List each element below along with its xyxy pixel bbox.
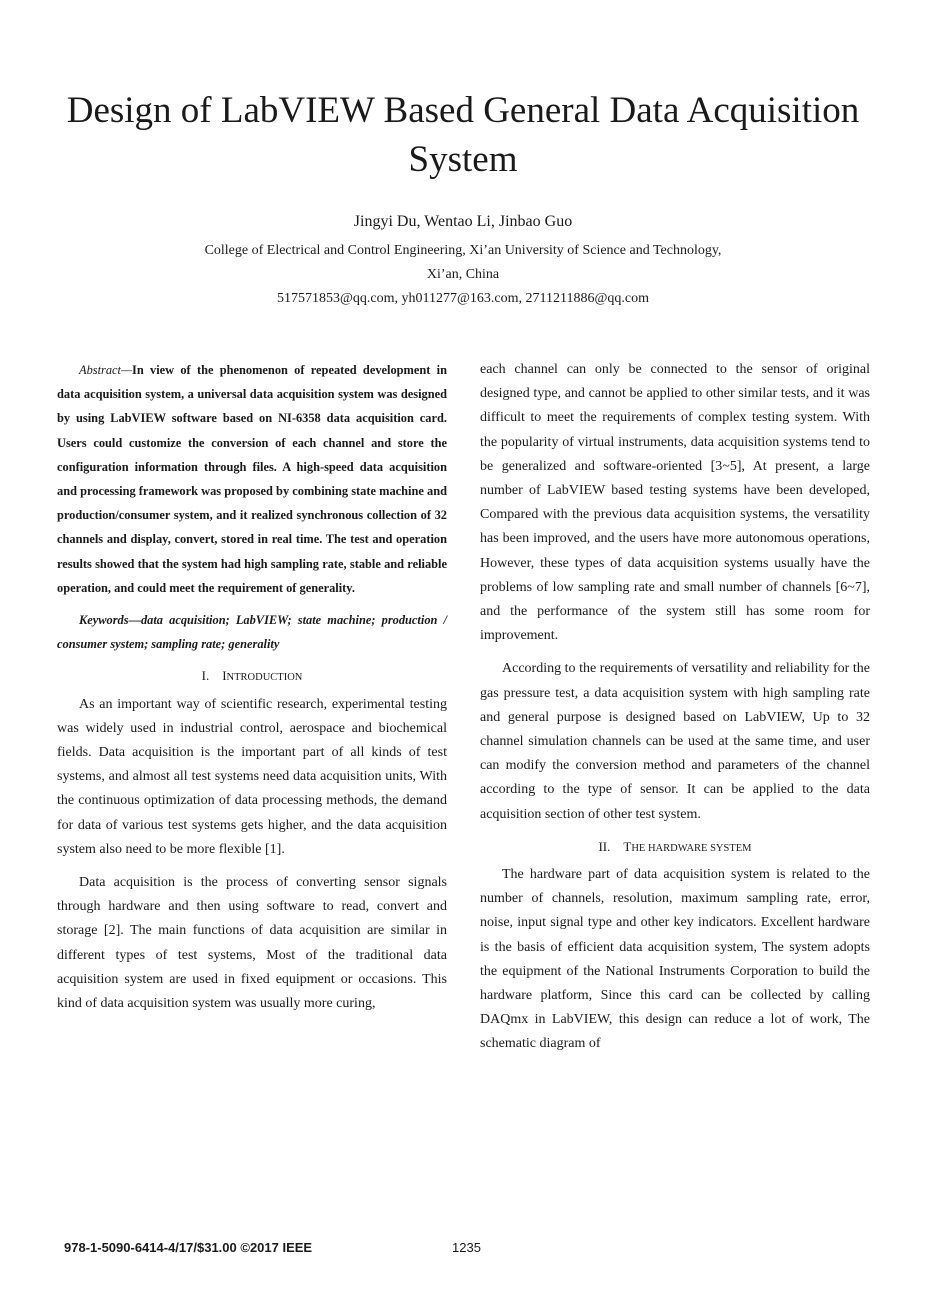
section-title-initial: I [222,668,227,684]
author-emails: 517571853@qq.com, yh011277@163.com, 2711211886@qq.com [277,291,649,306]
keywords: Keywords—data acquisition; LabVIEW; state machine; production / consumer system; sampling rate; generality [57,613,447,652]
left-column [57,358,447,1016]
hardware-paragraph-1: The hardware part of data acquisition system is related to the number of channels, resolution, maximum sampling rate, error, noise, input signal type and other key indicators. Excellent hardware is the basis of efficient data acquisition system, The system adopts the equipment of the National Instruments Corporation to build the hardware platform, Since this card can be collected by calling DAQmx in LabVIEW, this design can reduce a lot of work, The schematic diagram of [480,867,870,1052]
section-heading-introduction [57,664,447,690]
author-list: Jingyi Du, Wentao Li, Jinbao Guo [353,213,573,230]
intro-paragraph-4: According to the requirements of versatility and reliability for the gas pressure test, a data acquisition system with high sampling rate and general purpose is designed based on LabVIEW, Up to 32 channel simulation channels can be used at the same time, and user can modify the conversion method and parameters of the channel according to the type of sensor. It can be applied to the data acquisition section of other test system. [480,661,870,822]
page-number: 1235 [452,1240,481,1255]
section-heading-hardware [480,835,870,861]
abstract-text: In view of the phenomenon of repeated development in data acquisition system, a universal data acquisition system was designed by using LabVIEW software based on NI-6358 data acquisition card. Users could customize the conversion of each channel and store the configuration information through files. A high-speed data acquisition and processing framework was proposed by combining state machine and production/consumer system, and it realized synchronous collection of 32 channels and display, convert, stored in real time. The test and operation results showed that the system had high sampling rate, stable and reliable operation, and could meet the requirement of generality. [57,363,447,595]
abstract [57,358,447,600]
intro-paragraph-2: Data acquisition is the process of converting sensor signals through hardware and then using software to read, convert and storage [2]. The main functions of data acquisition are similar in different types of test systems, Most of the traditional data acquisition system are used in fixed equipment or occasions. This kind of data acquisition system was usually more curing, [57,875,447,1012]
section-number: I. [201,668,210,684]
affiliation-line: College of Electrical and Control Engineering, Xi’an University of Science and Technology, [204,243,722,258]
affiliation-block [0,239,926,311]
section-title-initial: T [623,838,632,854]
section-title-rest: NTRODUCTION [226,672,303,684]
section-title-rest: HE HARDWARE SYSTEM [631,842,752,854]
intro-paragraph-1: As an important way of scientific research, experimental testing was widely used in industrial control, aerospace and biochemical fields. Data acquisition is the important part of all kinds of test systems, and almost all test systems need data acquisition units, With the continuous optimization of data processing methods, the demand for data of various test systems gets higher, and the data acquisition system also need to be more flexible [1]. [57,696,447,857]
footer-isbn: 978-1-5090-6414-4/17/$31.00 ©2017 IEEE [64,1240,313,1255]
right-column [480,358,870,1057]
paper-title: Design of LabVIEW Based General Data Acquisition System [66,90,860,180]
intro-paragraph-3: each channel can only be connected to the sensor of original designed type, and cannot be applied to other similar tests, and it was difficult to meet the requirements of complex testing system. With the popularity of virtual instruments, data acquisition systems tend to be generalized and software-oriented [3~5], At present, a large number of LabVIEW based testing systems have been developed, Compared with the previous data acquisition systems, the versatility has been improved, and the users have more autonomous operations, However, these types of data acquisition systems usually have the problems of low sampling rate and small number of channels [6~7], and the performance of the system still has some room for improvement. [480,362,870,644]
abstract-label: Abstract— [79,363,133,377]
affiliation-city: Xi’an, China [426,267,500,282]
section-number: II. [598,838,611,854]
